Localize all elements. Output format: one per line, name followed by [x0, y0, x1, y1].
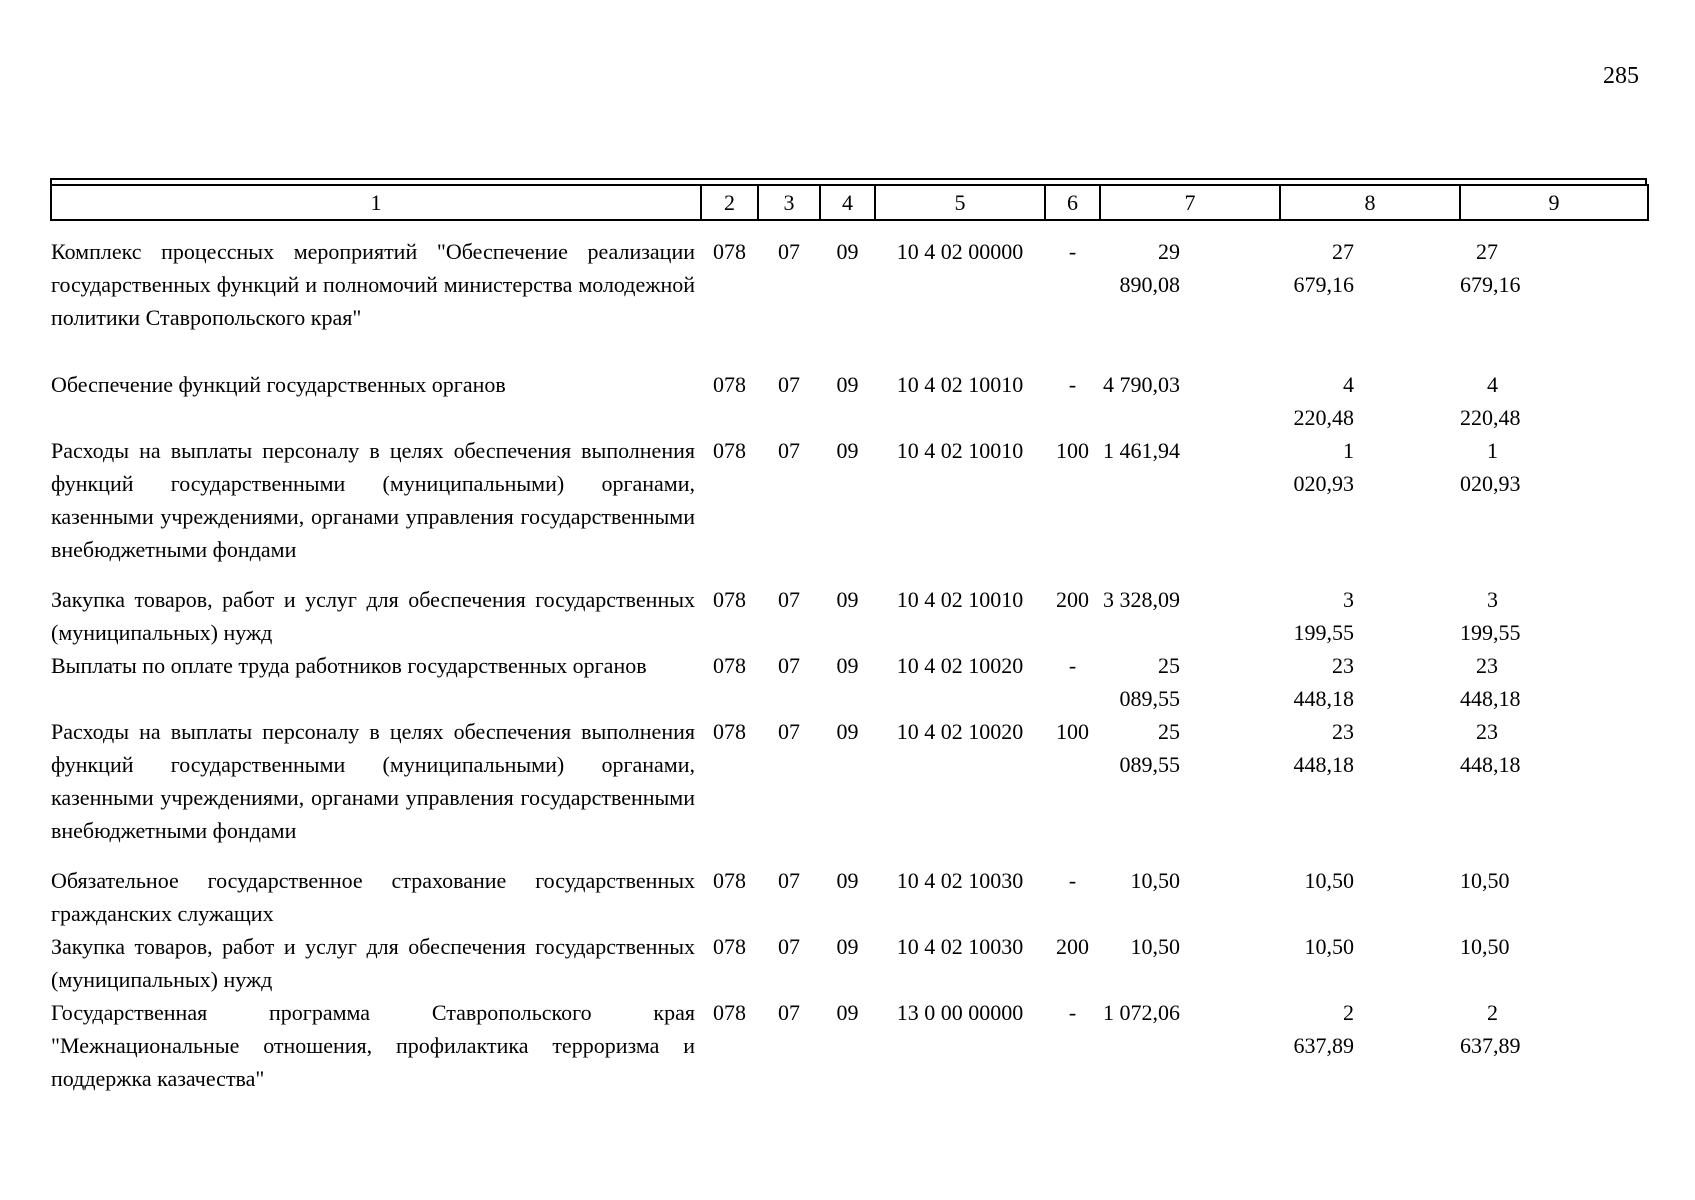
- section-code-cell: 07: [778, 239, 800, 264]
- table-row: [51, 368, 1648, 434]
- header-col-4: 4: [820, 185, 875, 220]
- table-row: [51, 996, 1648, 1095]
- row-title: Расходы на выплаты персоналу в целях обеспечения выполнения функций государственными (муниципальными) органами, казенными учреждениями, органами управления государственными внебюджетными фондами: [51, 438, 695, 562]
- header-col-9: 9: [1460, 185, 1648, 220]
- subsection-code-cell: 09: [836, 934, 859, 959]
- expense-type-cell: -: [1068, 239, 1077, 264]
- expense-type-cell: -: [1068, 868, 1077, 893]
- amount-col8-cell: 4 220,48: [1293, 372, 1354, 430]
- amount-col8-cell: 1 020,93: [1293, 438, 1354, 496]
- ministry-code-cell: 078: [713, 868, 746, 893]
- subsection-code-cell: 09: [836, 239, 859, 264]
- section-code-cell: 07: [778, 934, 800, 959]
- amount-col8-cell: 23 448,18: [1293, 719, 1354, 777]
- row-title: Комплекс процессных мероприятий "Обеспечение реализации государственных функций и полномочий министерства молодежной политики Ставропольского края": [51, 239, 695, 330]
- subsection-code-cell: 09: [836, 719, 859, 744]
- table-row: [51, 930, 1648, 996]
- expense-type-cell: -: [1068, 372, 1077, 397]
- ministry-code-cell: 078: [713, 438, 746, 463]
- section-code-cell: 07: [778, 1000, 800, 1025]
- expense-type-cell: 100: [1056, 438, 1089, 463]
- table-row: [51, 864, 1648, 930]
- target-article-cell: 10 4 02 10010: [896, 587, 1024, 612]
- expense-type-cell: 100: [1056, 719, 1089, 744]
- table-row: [51, 583, 1648, 649]
- amount-col7-cell: 10,50: [1130, 934, 1180, 959]
- ministry-code-cell: 078: [713, 653, 746, 678]
- table-row: [51, 649, 1648, 715]
- section-code-cell: 07: [778, 587, 800, 612]
- header-col-6: 6: [1045, 185, 1100, 220]
- amount-col8-cell: 10,50: [1304, 934, 1354, 959]
- target-article-cell: 10 4 02 10030: [896, 868, 1024, 893]
- ministry-code-cell: 078: [713, 372, 746, 397]
- header-col-1: 1: [51, 185, 701, 220]
- amount-col7-cell: 25 089,55: [1119, 719, 1180, 777]
- amount-col7-cell: 4 790,03: [1103, 372, 1180, 397]
- amount-col9-cell: 10,50: [1460, 868, 1510, 893]
- amount-col7-cell: 25 089,55: [1119, 653, 1180, 711]
- amount-col8-cell: 3 199,55: [1293, 587, 1354, 645]
- table-row: [51, 715, 1648, 864]
- row-title: Закупка товаров, работ и услуг для обеспечения государственных (муниципальных) нужд: [51, 587, 695, 645]
- subsection-code-cell: 09: [836, 438, 859, 463]
- section-code-cell: 07: [778, 653, 800, 678]
- section-code-cell: 07: [778, 868, 800, 893]
- row-title: Государственная программа Ставропольского края "Межнациональные отношения, профилактика терроризма и поддержка казачества": [51, 1000, 695, 1091]
- header-col-3: 3: [758, 185, 820, 220]
- row-title: Обязательное государственное страхование государственных гражданских служащих: [51, 868, 695, 926]
- row-title: Обеспечение функций государственных органов: [51, 372, 506, 397]
- subsection-code-cell: 09: [836, 587, 859, 612]
- header-col-8: 8: [1280, 185, 1460, 220]
- expense-type-cell: -: [1068, 653, 1077, 678]
- header-col-5: 5: [875, 185, 1045, 220]
- amount-col8-cell: 2 637,89: [1293, 1000, 1354, 1058]
- amount-col9-cell: 23 448,18: [1460, 653, 1521, 711]
- amount-col7-cell: 29 890,08: [1119, 239, 1180, 297]
- target-article-cell: 10 4 02 10010: [896, 438, 1024, 463]
- amount-col7-cell: 3 328,09: [1103, 587, 1180, 612]
- table-row: [51, 434, 1648, 583]
- ministry-code-cell: 078: [713, 587, 746, 612]
- amount-col7-cell: 1 072,06: [1103, 1000, 1180, 1025]
- row-title: Расходы на выплаты персоналу в целях обеспечения выполнения функций государственными (муниципальными) органами, казенными учреждениями, органами управления государственными внебюджетными фондами: [51, 719, 695, 843]
- section-code-cell: 07: [778, 719, 800, 744]
- target-article-cell: 10 4 02 10010: [896, 372, 1024, 397]
- expense-type-cell: -: [1068, 1000, 1077, 1025]
- ministry-code-cell: 078: [713, 719, 746, 744]
- amount-col9-cell: 2 637,89: [1460, 1000, 1521, 1058]
- target-article-cell: 10 4 02 10030: [896, 934, 1024, 959]
- ministry-code-cell: 078: [713, 239, 746, 264]
- target-article-cell: 10 4 02 00000: [896, 239, 1024, 264]
- expense-type-cell: 200: [1056, 934, 1089, 959]
- expense-type-cell: 200: [1056, 587, 1089, 612]
- row-title: Закупка товаров, работ и услуг для обеспечения государственных (муниципальных) нужд: [51, 934, 695, 992]
- section-code-cell: 07: [778, 438, 800, 463]
- ministry-code-cell: 078: [713, 1000, 746, 1025]
- target-article-cell: 10 4 02 10020: [896, 653, 1024, 678]
- amount-col8-cell: 27 679,16: [1293, 239, 1354, 297]
- target-article-cell: 10 4 02 10020: [896, 719, 1024, 744]
- amount-col9-cell: 10,50: [1460, 934, 1510, 959]
- amount-col7-cell: 1 461,94: [1103, 438, 1180, 463]
- header-col-7: 7: [1100, 185, 1280, 220]
- target-article-cell: 13 0 00 00000: [896, 1000, 1024, 1025]
- amount-col8-cell: 10,50: [1304, 868, 1354, 893]
- table-row: [51, 220, 1648, 368]
- amount-col9-cell: 1 020,93: [1460, 438, 1521, 496]
- page-number: 285: [1603, 63, 1639, 89]
- budget-table: [50, 184, 1649, 1095]
- header-col-2: 2: [701, 185, 758, 220]
- subsection-code-cell: 09: [836, 1000, 859, 1025]
- ministry-code-cell: 078: [713, 934, 746, 959]
- section-code-cell: 07: [778, 372, 800, 397]
- amount-col9-cell: 27 679,16: [1460, 239, 1521, 297]
- amount-col9-cell: 3 199,55: [1460, 587, 1521, 645]
- amount-col7-cell: 10,50: [1130, 868, 1180, 893]
- subsection-code-cell: 09: [836, 372, 859, 397]
- subsection-code-cell: 09: [836, 653, 859, 678]
- subsection-code-cell: 09: [836, 868, 859, 893]
- amount-col8-cell: 23 448,18: [1293, 653, 1354, 711]
- table-header-row: [51, 185, 1648, 220]
- amount-col9-cell: 4 220,48: [1460, 372, 1521, 430]
- row-title: Выплаты по оплате труда работников государственных органов: [51, 653, 647, 678]
- amount-col9-cell: 23 448,18: [1460, 719, 1521, 777]
